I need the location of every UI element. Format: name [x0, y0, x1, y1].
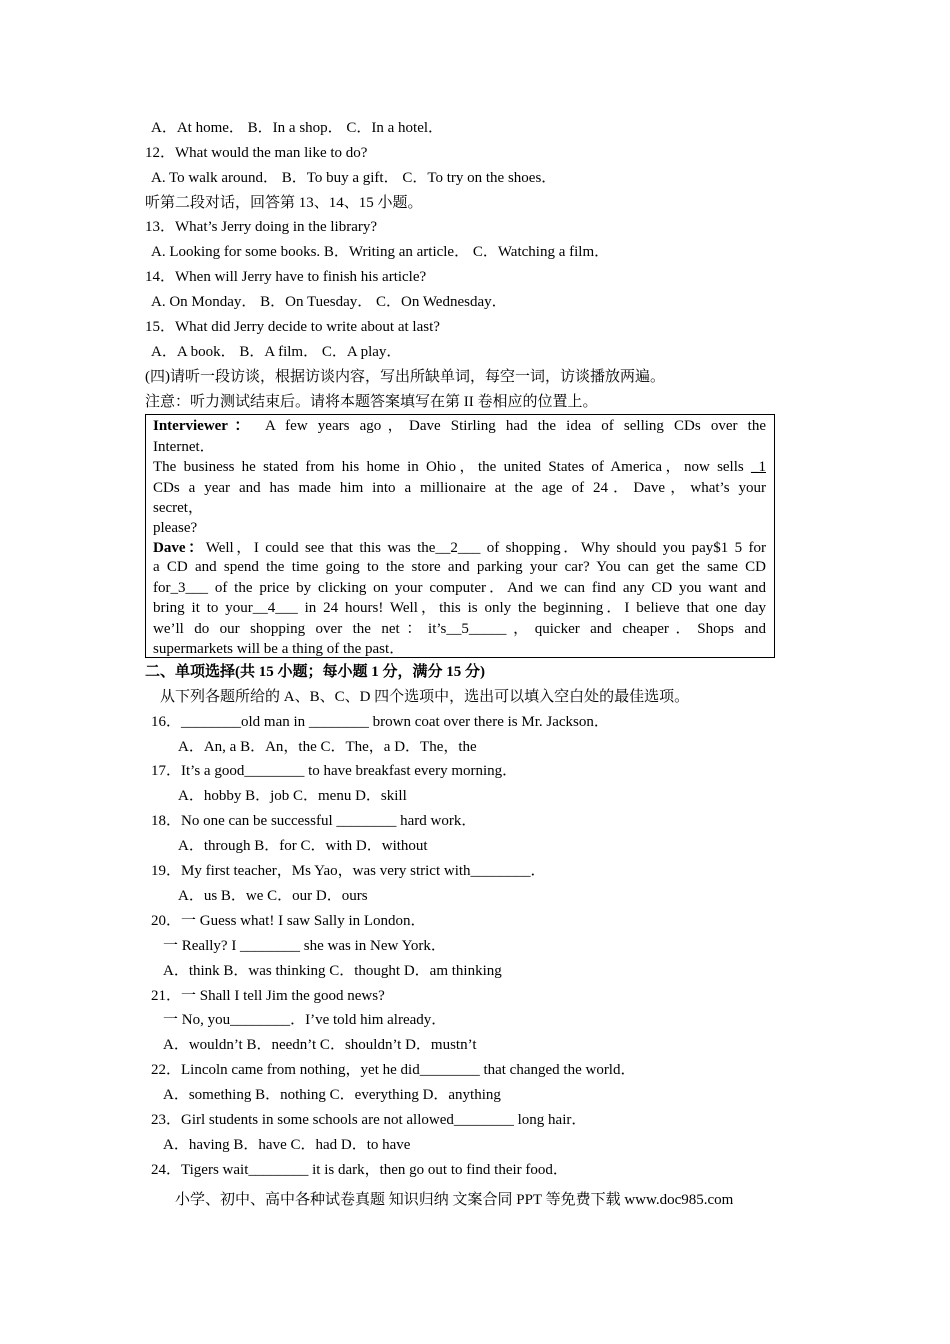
q17-options: A．hobby B．job C．menu D．skill	[178, 788, 407, 804]
part4-instruction: (四)请听一段访谈，根据访谈内容，写出所缺单词，每空一词，访谈播放两遍。	[145, 369, 665, 385]
q14-options: A. On Monday． B．On Tuesday． C．On Wednesday．	[151, 294, 507, 310]
q24-stem: 24．Tigers wait________ it is dark，then go out to find their food．	[151, 1162, 568, 1178]
interview-line-3: The business he stated from his home in Ohio，the united States of America，now sells _1	[153, 459, 766, 475]
blank-4: __4___	[252, 600, 298, 616]
q21-stem-reply: 一 No, you________．I’ve told him already．	[163, 1012, 447, 1028]
q17-stem: 17．It’s a good________ to have breakfast every morning．	[151, 763, 518, 779]
q14-stem: 14．When will Jerry have to finish his article?	[145, 269, 427, 285]
q18-stem: 18．No one can be successful ________ hard work．	[151, 813, 477, 829]
interview-line-4: CDs a year and has made him into a millionaire at the age of 24．Dave，what’s your	[153, 480, 766, 496]
q16-options: A．An, a B．An，the C．The，a D．The，the	[178, 739, 477, 755]
interview-line-10: bring it to your__4___ in 24 hours! Well，this is only the beginning．I believe that one day	[153, 600, 766, 616]
dialog2-intro: 听第二段对话，回答第 13、14、15 小题。	[145, 195, 423, 211]
section2-title: 二、单项选择(共 15 小题；每小题 1 分，满分 15 分)	[145, 664, 485, 680]
interview-line-1: Interviewer： A few years ago，Dave Stirling had the idea of selling CDs over the	[153, 418, 766, 434]
q22-options: A．something B．nothing C．everything D．anything	[163, 1087, 501, 1103]
q11-options: A．At home． B．In a shop． C．In a hotel．	[151, 120, 444, 136]
q13-options: A. Looking for some books. B．Writing an article． C．Watching a film．	[151, 244, 610, 260]
q19-stem: 19．My first teacher，Ms Yao，was very strict with________．	[151, 863, 546, 879]
q12-options: A. To walk around． B．To buy a gift． C．To try on the shoes．	[151, 170, 557, 186]
dave-label: Dave：	[153, 540, 206, 556]
interview-line-12: supermarkets will be a thing of the past．	[153, 641, 405, 657]
interview-line-9: for_3___ of the price by clicking on your computer．And we can find any CD you want and	[153, 580, 766, 596]
q20-stem: 20．一 Guess what! I saw Sally in London．	[151, 913, 426, 929]
q18-options: A．through B．for C．with D．without	[178, 838, 428, 854]
q16-stem: 16．________old man in ________ brown coat over there is Mr. Jackson．	[151, 714, 609, 730]
listening-note: 注意：听力测试结束后。请将本题答案填写在第 II 卷相应的位置上。	[145, 394, 598, 410]
interviewer-label: Interviewer：	[153, 418, 256, 434]
interview-line-5: secret，	[153, 500, 203, 516]
page-footer: 小学、初中、高中各种试卷真题 知识归纳 文案合同 PPT 等免费下载 www.doc985.com	[175, 1192, 734, 1208]
q12-stem: 12．What would the man like to do?	[145, 145, 368, 161]
interview-line-2: Internet．	[153, 439, 215, 455]
interview-line-6: please?	[153, 520, 198, 536]
interview-line-11: we’ll do our shopping over the net：it’s__5_____，quicker and cheaper．Shops and	[153, 621, 766, 637]
blank-1: _1	[751, 459, 766, 475]
q23-options: A．having B．have C．had D．to have	[163, 1137, 411, 1153]
section2-instruction: 从下列各题所给的 A、B、C、D 四个选项中，选出可以填入空白处的最佳选项。	[160, 689, 690, 705]
blank-2: __2___	[435, 540, 481, 556]
q15-options: A．A book． B．A film． C．A play．	[151, 344, 402, 360]
q23-stem: 23．Girl students in some schools are not allowed________ long hair．	[151, 1112, 587, 1128]
interview-line-7: Dave：Well，I could see that this was the__2___ of shopping．Why should you pay$1 5 for	[153, 540, 767, 556]
q15-stem: 15．What did Jerry decide to write about at last?	[145, 319, 440, 335]
blank-5: __5_____	[446, 621, 507, 637]
q13-stem: 13．What’s Jerry doing in the library?	[145, 219, 378, 235]
q20-stem-reply: 一 Really? I ________ she was in New York．	[163, 938, 446, 954]
interview-line-8: a CD and spend the time going to the store and parking your car? You can get the same CD	[153, 559, 766, 575]
q19-options: A．us B．we C．our D．ours	[178, 888, 368, 904]
interview-box	[145, 414, 775, 658]
q20-options: A．think B．was thinking C．thought D．am thinking	[163, 963, 502, 979]
blank-3: _3___	[170, 580, 208, 596]
q21-options: A．wouldn’t B．needn’t C．shouldn’t D．mustn’t	[163, 1037, 477, 1053]
q21-stem: 21．一 Shall I tell Jim the good news?	[151, 988, 385, 1004]
q22-stem: 22．Lincoln came from nothing，yet he did________ that changed the world．	[151, 1062, 636, 1078]
